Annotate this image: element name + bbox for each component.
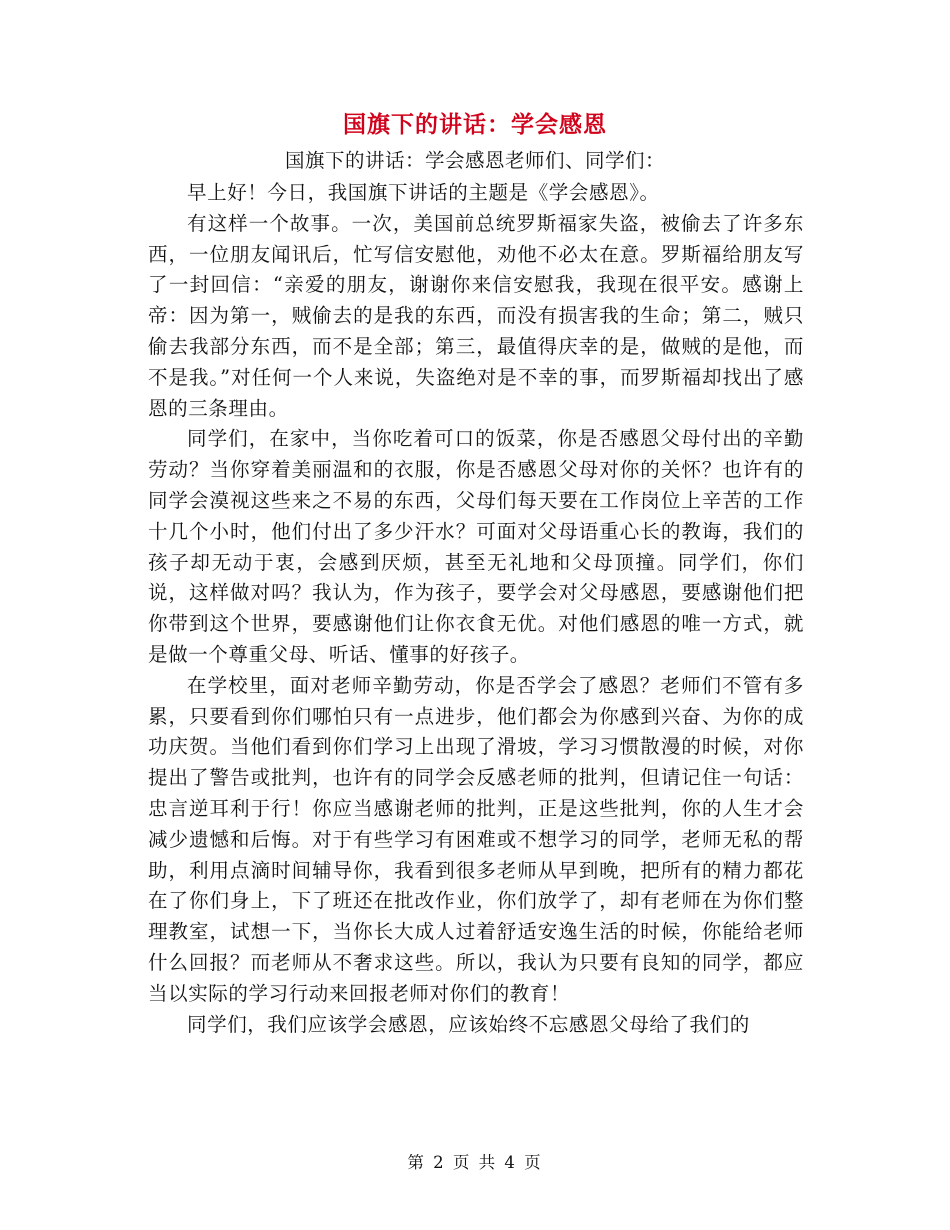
paragraph-greeting: 早上好！今日，我国旗下讲话的主题是《学会感恩》。 — [187, 181, 660, 204]
paragraph-teachers: 在学校里，面对老师辛勤劳动，你是否学会了感恩？老师们不管有多累，只要看到你们哪怕只有一点进步，他们都会为你感到兴奋、为你的成功庆贺。当他们看到你们学习上出现了滑坡，学习习惯散漫的时候，对你提出了警告或批判，也许有的同学会反感老师的批判，但请记住一句话：忠言逆耳利于行！你应当感谢老师的批判，正是这些批判，你的人生才会减少遗憾和后悔。对于有些学习有困难或不想学习的同学，老师无私的帮助，利用点滴时间辅导你，我看到很多老师从早到晚，把所有的精力都花在了你们身上，下了班还在批改作业，你们放学了，却有老师在为你们整理教室，试想一下，当你长大成人过着舒适安逸生活的时候，你能给老师什么回报？而老师从不奢求这些。所以，我认为只要有良知的同学，都应当以实际的学习行动来回报老师对你们的教育！ — [148, 673, 804, 1005]
paragraph-story: 有这样一个故事。一次，美国前总统罗斯福家失盗，被偷去了许多东西，一位朋友闻讯后，忙写信安慰他，劝他不必太在意。罗斯福给朋友写了一封回信：“亲爱的朋友，谢谢你来信安慰我，我现在很平安。感谢上帝：因为第一，贼偷去的是我的东西，而没有损害我的生命；第二，贼只偷去我部分东西，而不是全部；第三，最值得庆幸的是，做贼的是他，而不是我。”对任何一个人来说，失盗绝对是不幸的事，而罗斯福却找出了感恩的三条理由。 — [148, 211, 804, 420]
document-body — [148, 178, 804, 1040]
paragraph-parents: 同学们，在家中，当你吃着可口的饭菜，你是否感恩父母付出的辛勤劳动？当你穿着美丽温和的衣服，你是否感恩父母对你的关怀？也许有的同学会漠视这些来之不易的东西，父母们每天要在工作岗位上辛苦的工作十几个小时，他们付出了多少汗水？可面对父母语重心长的教诲，我们的孩子却无动于衷，会感到厌烦，甚至无礼地和父母顶撞。同学们，你们说，这样做对吗？我认为，作为孩子，要学会对父母感恩，要感谢他们把你带到这个世界，要感谢他们让你衣食无优。对他们感恩的唯一方式，就是做一个尊重父母、听话、懂事的好孩子。 — [148, 427, 804, 666]
document-subtitle: 国旗下的讲话：学会感恩老师们、同学们： — [284, 149, 665, 172]
document-title: 国旗下的讲话：学会感恩 — [343, 111, 607, 138]
page-number-footer: 第 2 页 共 4 页 — [407, 1153, 543, 1172]
paragraph-conclusion: 同学们，我们应该学会感恩，应该始终不忘感恩父母给了我们的 — [187, 1012, 750, 1036]
